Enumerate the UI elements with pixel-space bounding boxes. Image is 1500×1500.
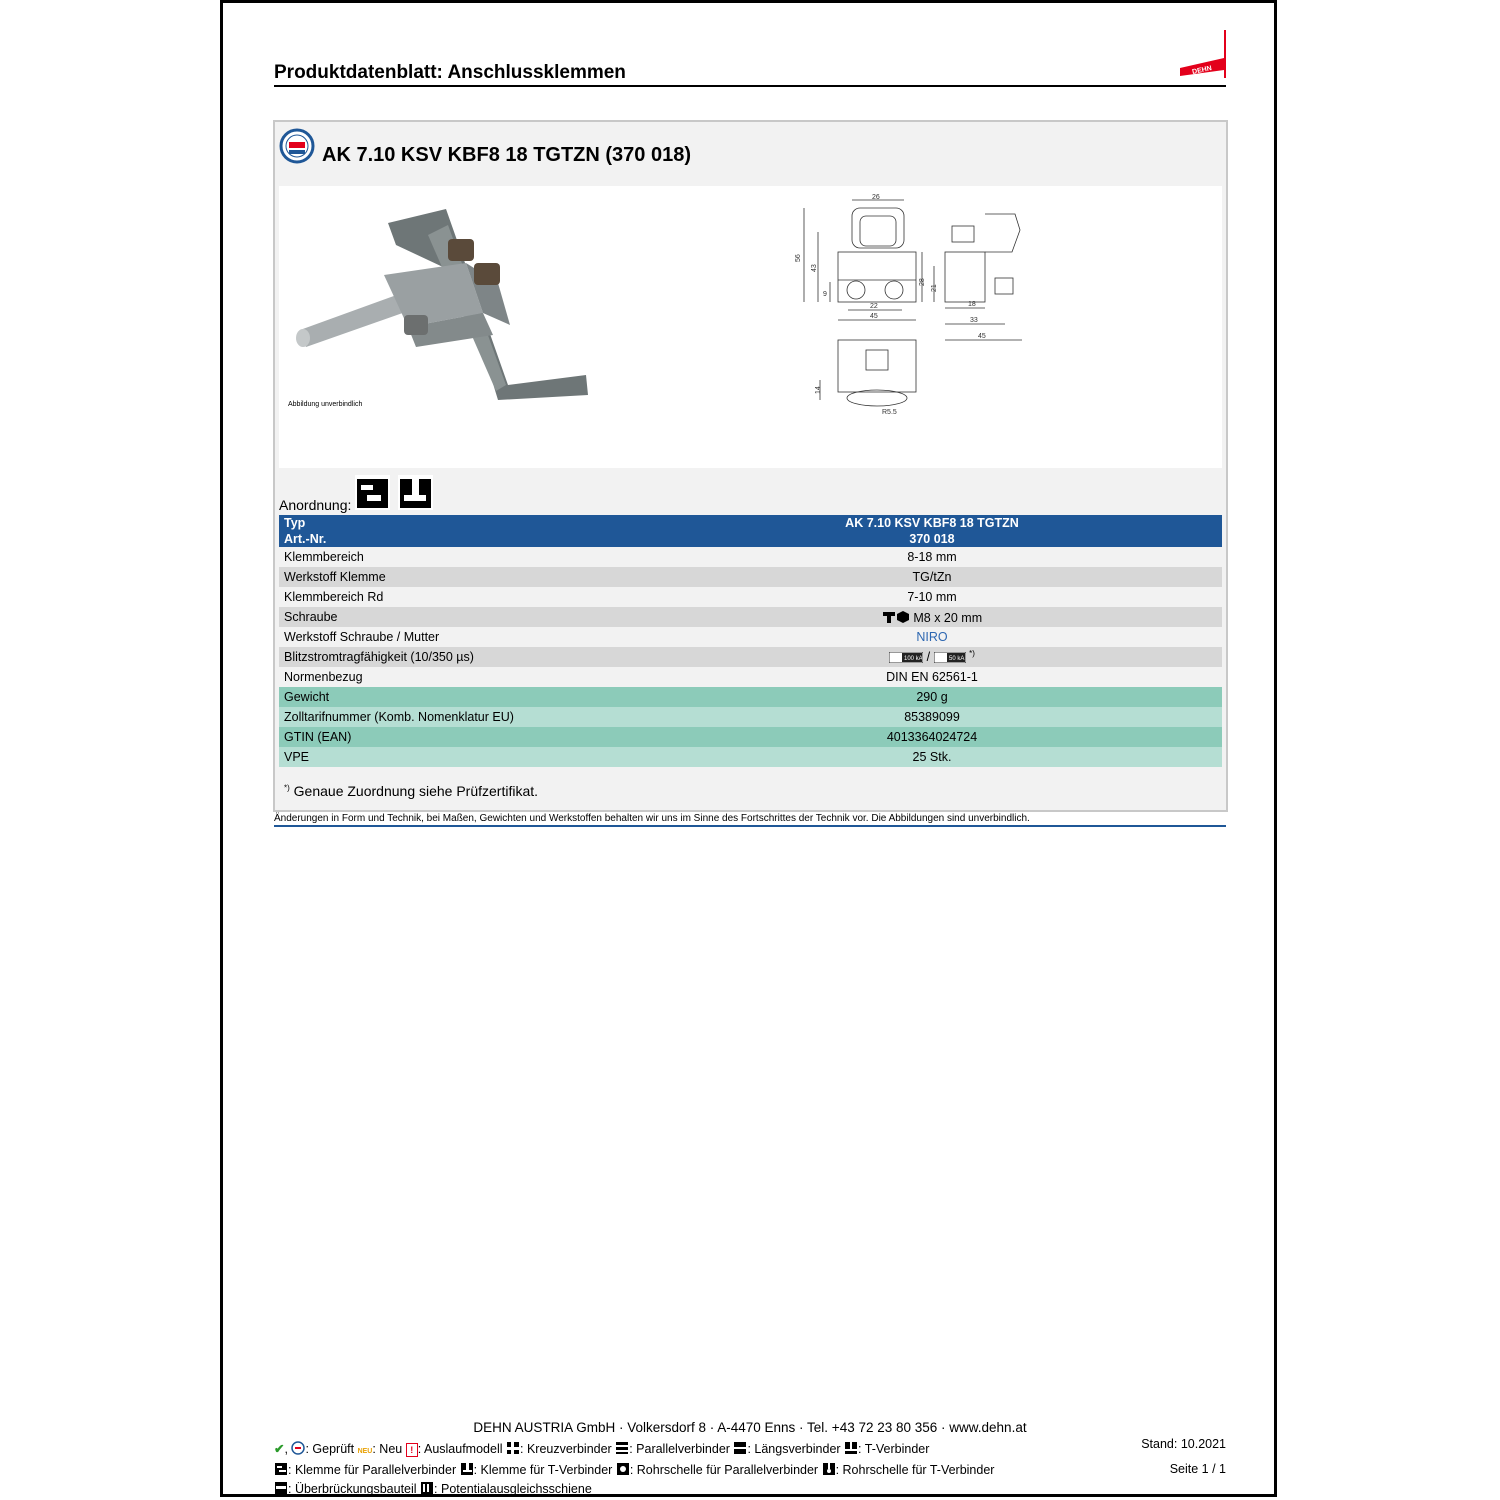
legend-t: : T-Verbinder [858, 1442, 930, 1456]
legend-klemme-t: : Klemme für T-Verbinder [473, 1463, 613, 1477]
table-row [279, 687, 1222, 707]
row-value: 25 Stk. [642, 747, 1222, 767]
dim-9: 9 [823, 291, 827, 298]
legend-ueberbrueckung: : Überbrückungsbauteil [288, 1482, 417, 1496]
dim-45b: 45 [978, 333, 986, 340]
legend-comma: , [284, 1442, 288, 1456]
t-head-screw-icon [882, 610, 896, 624]
dim-43: 43 [811, 264, 818, 272]
table-row [279, 667, 1222, 687]
table-row [279, 707, 1222, 727]
row-value: DIN EN 62561-1 [642, 667, 1222, 687]
title-rule [274, 85, 1226, 87]
disclaimer: Änderungen in Form und Technik, bei Maßen, Gewichten und Werkstoffen behalten wir uns im Sinne des Fortschrittes der Technik vor. Die Abbildungen sind unverbindlich. [274, 813, 1030, 824]
parallelverbinder-icon [615, 1441, 629, 1455]
photo-caption: Abbildung unverbindlich [288, 401, 363, 408]
rohrschelle-t-icon [822, 1462, 836, 1476]
parallelverbinder-clamp-icon [355, 475, 390, 510]
lightning-current-badge-50ka [934, 652, 966, 663]
disclaimer-rule [274, 825, 1226, 827]
legend-parallel: : Parallelverbinder [629, 1442, 730, 1456]
table-row [279, 607, 1222, 627]
footnote [284, 783, 538, 799]
potentialausgleich-icon [420, 1481, 434, 1495]
legend-laengs: : Längsverbinder [747, 1442, 841, 1456]
row-label: GTIN (EAN) [279, 727, 642, 747]
dehn-logo [1176, 30, 1226, 78]
legend-neu: : Neu [372, 1442, 403, 1456]
lightning-current-badge-100ka [889, 652, 923, 663]
badge-100ka-text: 100 kA [904, 655, 923, 662]
table-row [279, 727, 1222, 747]
laengsverbinder-icon [733, 1441, 747, 1455]
header-label: Art.-Nr. [279, 531, 642, 547]
row-value: 7-10 mm [642, 587, 1222, 607]
legend-potentialausgleich: : Potentialausgleichsschiene [434, 1482, 592, 1496]
header-value: AK 7.10 KSV KBF8 18 TGTZN [642, 515, 1222, 531]
dim-18: 18 [968, 301, 976, 308]
klemme-parallel-icon [274, 1462, 288, 1476]
hex-nut-icon [896, 610, 910, 624]
row-value: NIRO [642, 627, 1222, 647]
separator: / [926, 650, 931, 665]
row-value [642, 647, 1222, 667]
klemme-t-icon [460, 1462, 474, 1476]
row-value: 8-18 mm [642, 547, 1222, 567]
dim-26: 26 [872, 194, 880, 201]
rohrschelle-parallel-icon [616, 1462, 630, 1476]
legend-rohr-t: : Rohrschelle für T-Verbinder [835, 1463, 995, 1477]
legend-line-3 [274, 1481, 592, 1496]
row-label: Normenbezug [279, 667, 642, 687]
dim-r55: R5.5 [882, 409, 897, 416]
dim-14: 14 [815, 386, 822, 394]
company-address: DEHN AUSTRIA GmbH · Volkersdorf 8 · A-4470 Enns · Tel. +43 72 23 80 356 · www.dehn.at [473, 1420, 1027, 1435]
row-label: Klemmbereich Rd [279, 587, 642, 607]
row-label: Klemmbereich [279, 547, 642, 567]
kreuzverbinder-icon [506, 1441, 520, 1455]
footnote-text: Genaue Zuordnung siehe Prüfzertifikat. [293, 783, 539, 799]
row-value: 290 g [642, 687, 1222, 707]
row-value: 85389099 [642, 707, 1222, 727]
svg-text:DEHN: DEHN [1191, 65, 1213, 76]
footnote-mark: *) [284, 783, 290, 793]
row-value: TG/tZn [642, 567, 1222, 587]
dim-22: 22 [870, 303, 878, 310]
anordnung-label: Anordnung: [279, 497, 352, 513]
dim-28: 28 [919, 278, 926, 286]
row-value [642, 607, 1222, 627]
legend-line-1 [274, 1441, 929, 1457]
table-row [279, 567, 1222, 587]
legend-auslauf: : Auslaufmodell [417, 1442, 503, 1456]
stand-date: Stand: 10.2021 [1141, 1437, 1226, 1451]
legend-klemme-parallel: : Klemme für Parallelverbinder [288, 1463, 457, 1477]
t-verbinder-clamp-icon [398, 475, 433, 510]
legend-rohr-parallel: : Rohrschelle für Parallelverbinder [629, 1463, 819, 1477]
checkmark-icon: ✔ [274, 1442, 285, 1456]
table-header-row [279, 531, 1222, 547]
table-header-row [279, 515, 1222, 531]
legend-geprueft: : Geprüft [305, 1442, 355, 1456]
header-value: 370 018 [642, 531, 1222, 547]
screw-value: M8 x 20 mm [913, 610, 983, 625]
t-verbinder-icon [844, 1441, 858, 1455]
legend-line-2 [274, 1462, 994, 1477]
dim-45a: 45 [870, 313, 878, 320]
spec-table [279, 515, 1222, 767]
row-label: Blitzstromtragfähigkeit (10/350 µs) [279, 647, 642, 667]
row-label: Werkstoff Schraube / Mutter [279, 627, 642, 647]
row-label: VPE [279, 747, 642, 767]
table-row [279, 627, 1222, 647]
dim-21: 21 [931, 284, 938, 292]
product-photo [288, 205, 588, 400]
row-label: Zolltarifnummer (Komb. Nomenklatur EU) [279, 707, 642, 727]
row-value: 4013364024724 [642, 727, 1222, 747]
page-number: Seite 1 / 1 [1169, 1462, 1226, 1476]
table-row [279, 547, 1222, 567]
page-title: Produktdatenblatt: Anschlussklemmen [274, 62, 626, 83]
row-label: Gewicht [279, 687, 642, 707]
table-row [279, 747, 1222, 767]
dim-56: 56 [795, 254, 802, 262]
tested-badge-icon [291, 1441, 305, 1455]
header-label: Typ [279, 515, 642, 531]
badge-50ka-text: 50 kA [948, 655, 964, 662]
tested-badge-icon [279, 128, 315, 164]
table-row [279, 587, 1222, 607]
dimension-drawing [790, 190, 1030, 422]
legend-kreuz: : Kreuzverbinder [520, 1442, 612, 1456]
new-badge-icon: NEU [357, 1448, 373, 1455]
discontinued-icon: ! [406, 1443, 418, 1457]
footnote-ref: *) [969, 649, 975, 659]
dim-33: 33 [970, 317, 978, 324]
product-title: AK 7.10 KSV KBF8 18 TGTZN (370 018) [322, 144, 692, 166]
row-label: Werkstoff Klemme [279, 567, 642, 587]
ueberbrueckung-icon [274, 1481, 288, 1495]
row-label: Schraube [279, 607, 642, 627]
table-row [279, 647, 1222, 667]
